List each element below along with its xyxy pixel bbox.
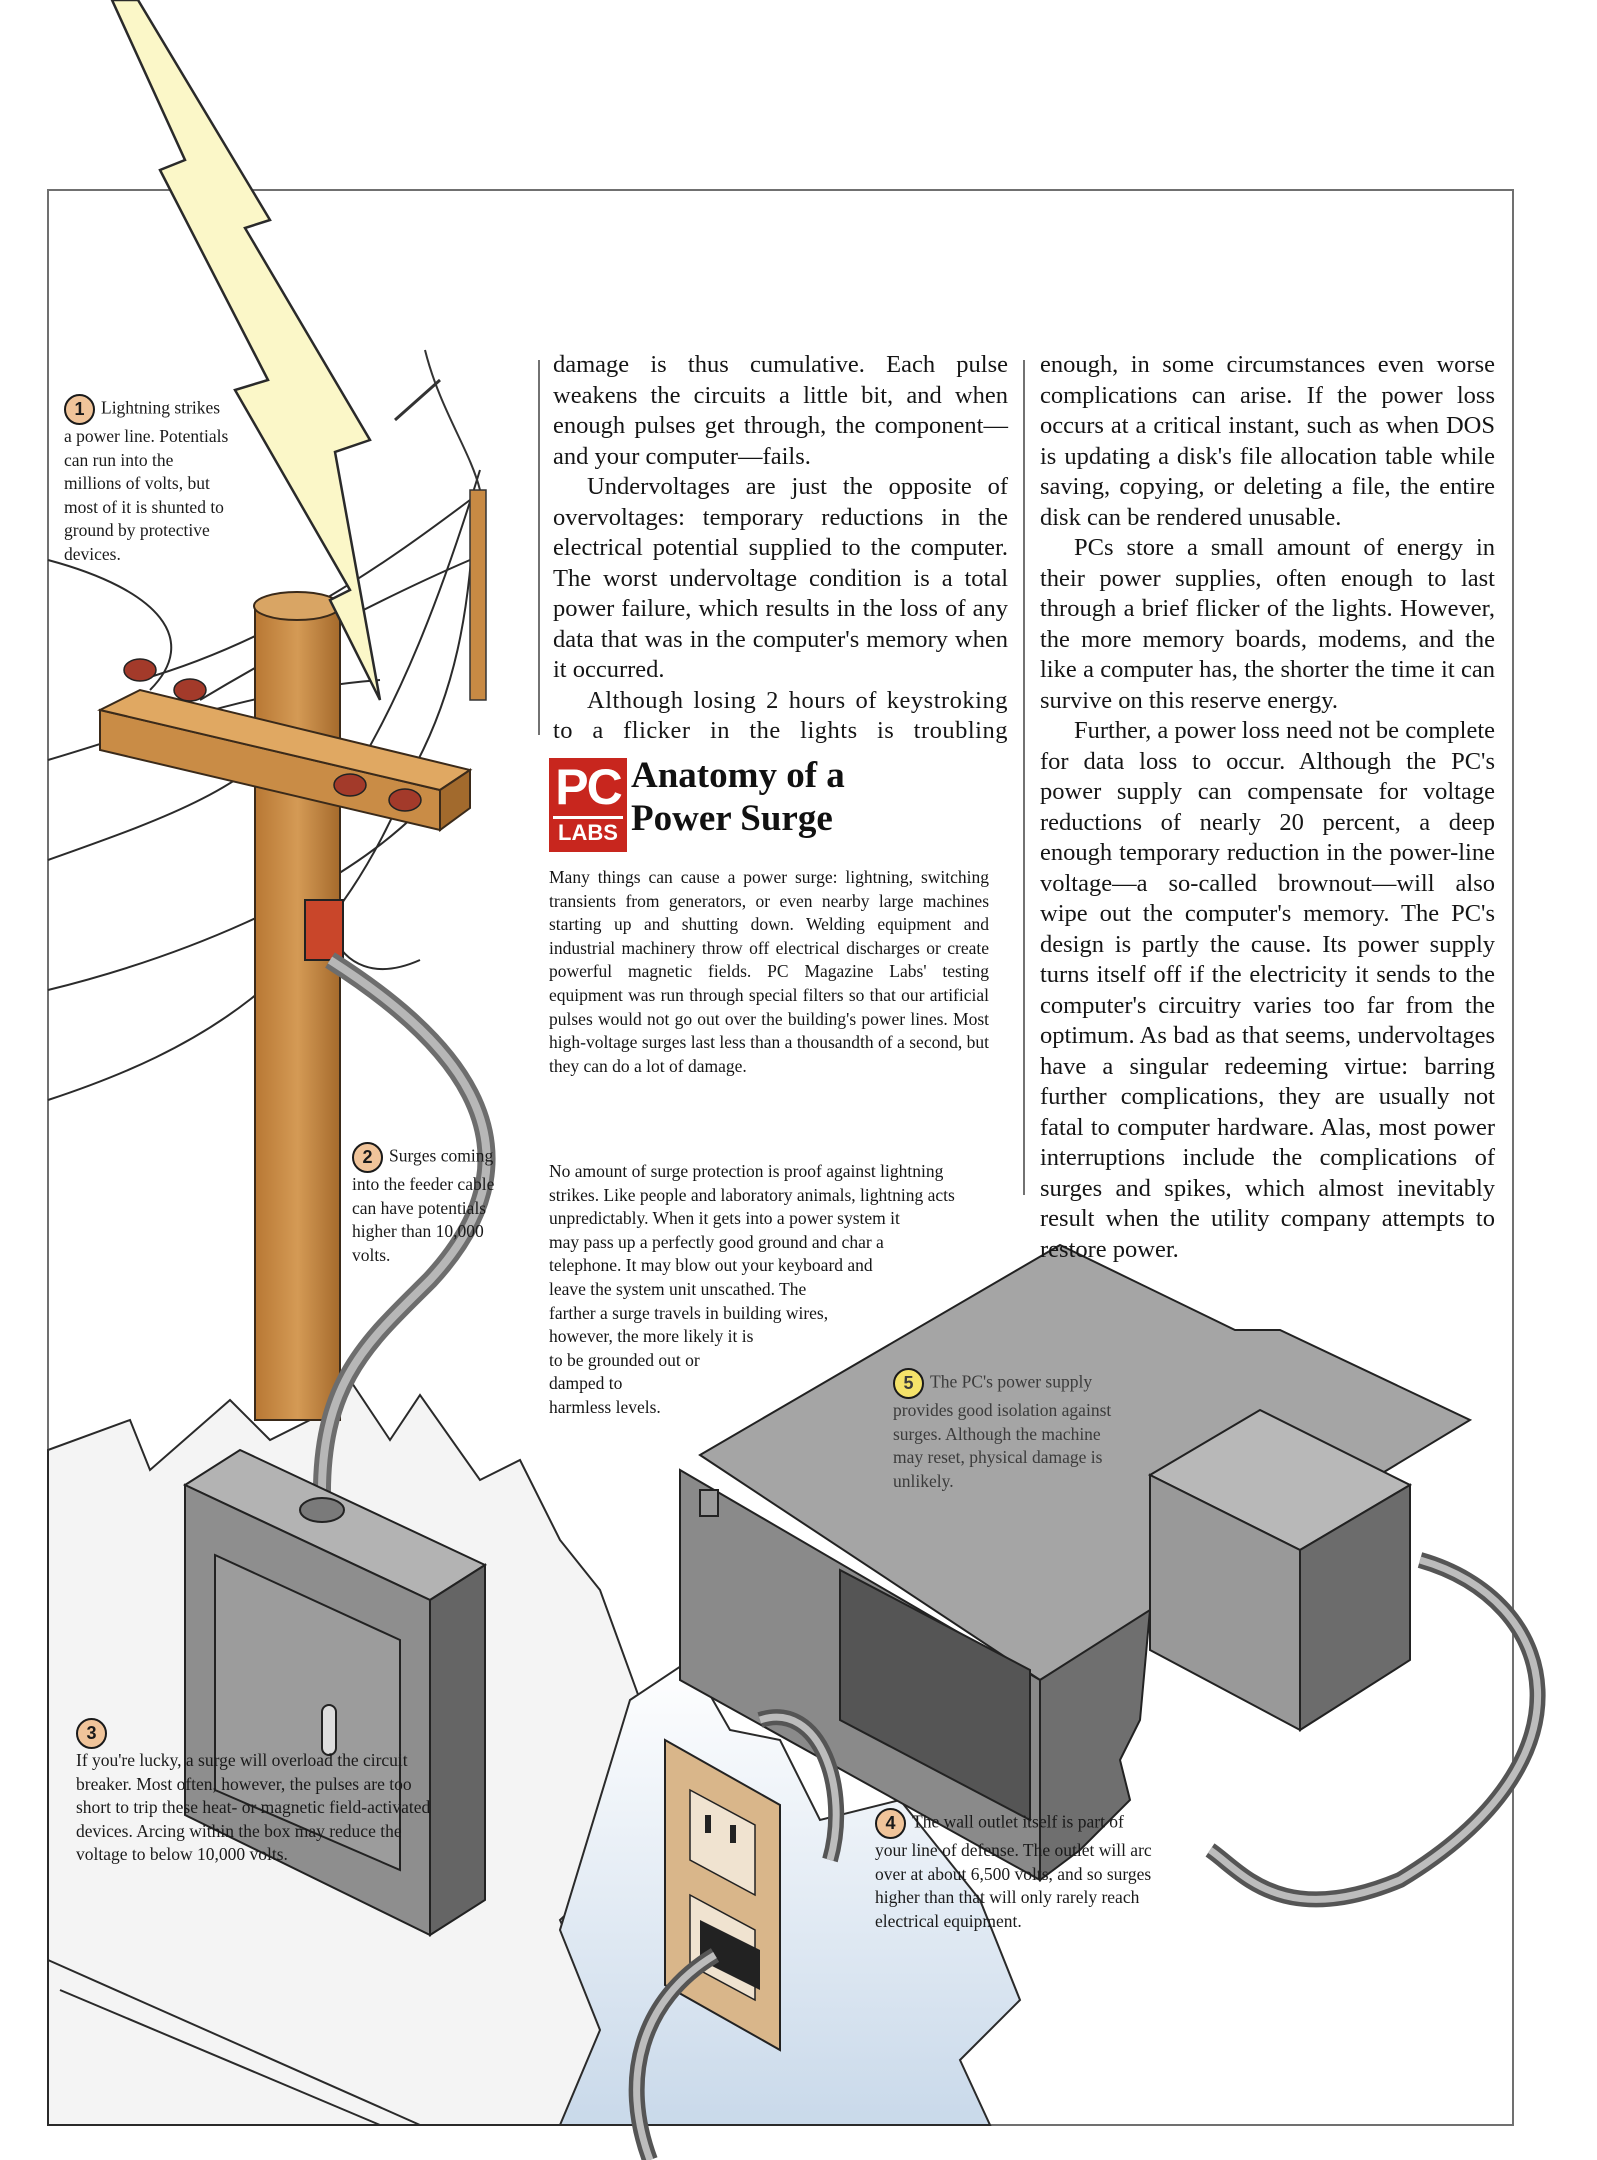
callout-wall-outlet (875, 1808, 1155, 1933)
article-paragraph: Undervoltages are just the opposite of overvoltages: temporary reductions in the electrical potential supplied to the computer. The worst undervoltage condition is a total power failure, which results in the loss of any data that was in the computer's memory when it occurred. (553, 473, 1008, 683)
callout-feeder-cable (352, 1142, 520, 1267)
pc-labs-logo (549, 758, 627, 852)
callout-power-supply (893, 1368, 1115, 1493)
logo-pc-text: PC (555, 759, 621, 815)
callout-number: 5 (893, 1368, 924, 1399)
callout-number: 3 (76, 1718, 107, 1749)
callout-number: 4 (875, 1808, 906, 1839)
callout-text: The PC's power supply provides good isolation against surges. Although the machine may reset, physical damage is unlikely. (893, 1371, 1112, 1491)
sidebar-paragraph (549, 866, 989, 1078)
callout-text: Lightning strikes a power line. Potentials can run into the millions of volts, but most of it is shunted to ground by protective devices. (64, 397, 229, 564)
callout-text: If you're lucky, a surge will overload the circuit breaker. Most often, however, the pulses are too short to trip these heat- or magnetic field-activated devices. Arcing within the box may reduce the voltage to below 10,000 volts. (76, 1750, 431, 1865)
far-utility-pole (395, 350, 486, 700)
sidebar-title: Anatomy of a Power Surge (631, 755, 845, 839)
logo-labs-text: LABS (553, 816, 623, 847)
article-paragraph: damage is thus cumulative. Each pulse weakens the circuits a little bit, and when enough pulses get through, the component—and your computer—fails. (553, 351, 1008, 470)
sidebar-paragraph-text: Many things can cause a power surge: lightning, switching transients from generators, or even nearby large machines starting up and shutting down. Welding equipment and industrial machinery throw off electrical discharges or create powerful magnetic fields. PC Magazine Labs' testing equipment was run through special filters so that our artificial pulses would not go out over the building's power lines. Most high-voltage surges last less than a thousandth of a second, but they can do a lot of damage. (549, 867, 989, 1076)
callout-text: The wall outlet itself is part of your line of defense. The outlet will arc over at about 6,500 volts, and so surges higher than that will only rarely reach electrical equipment. (875, 1811, 1152, 1931)
article-paragraph: Further, a power loss need not be complete for data loss to occur. Although the PC's power supply can compensate for voltage reductions of nearly 20 percent, a deep enough temporary reduction in the power-line voltage—a so-called brownout—will also wipe out the computer's memory. The PC's design is partly the cause. Its power supply turns itself off if the electricity it sends to the computer's circuitry varies too far from the optimum. As bad as that seems, undervoltages have a singular redeeming virtue: barring further complications, they are usually not fatal to computer hardware. Alas, most power interruptions include the complications of surges and spikes, which almost inevitably result when the utility company attempts to restore power. (1040, 717, 1495, 1263)
sidebar-header (549, 754, 1004, 850)
article-paragraph: PCs store a small amount of energy in their power supplies, often enough to last through a brief flicker of the lights. However, the more memory boards, modems, and the like a computer has, the shorter the time it can survive on this reserve energy. (1040, 534, 1495, 714)
lightning-bolt (112, 0, 380, 700)
callout-lightning (64, 394, 232, 567)
article-paragraph: Although losing 2 hours of keystroking to a flicker in the lights is troubling (553, 686, 1008, 744)
callout-circuit-breaker (76, 1718, 436, 1867)
callout-text: Surges coming into the feeder cable can have potentials higher than 10,000 volts. (352, 1145, 495, 1265)
article-column-right (1040, 350, 1495, 1265)
callout-number: 2 (352, 1142, 383, 1173)
article-column-middle (553, 350, 1008, 747)
sidebar-paragraph-text: No amount of surge protection is proof against lightning strikes. Like people and laboratory animals, lightning acts unpredictably. When it gets into a power system it may pass up a perfectly good ground and char a telephone. It may blow out your keyboard and leave the system unit unscathed. The farther a surge travels in building wires, however, the more likely it is to be grounded out or damped to harmless levels. (549, 1161, 955, 1417)
article-paragraph: enough, in some circumstances even worse complications can arise. If the power loss occurs at a critical instant, such as when DOS is updating a disk's file allocation table while saving, copying, or deleting a file, the entire disk can be rendered unusable. (1040, 351, 1495, 531)
callout-number: 1 (64, 394, 95, 425)
